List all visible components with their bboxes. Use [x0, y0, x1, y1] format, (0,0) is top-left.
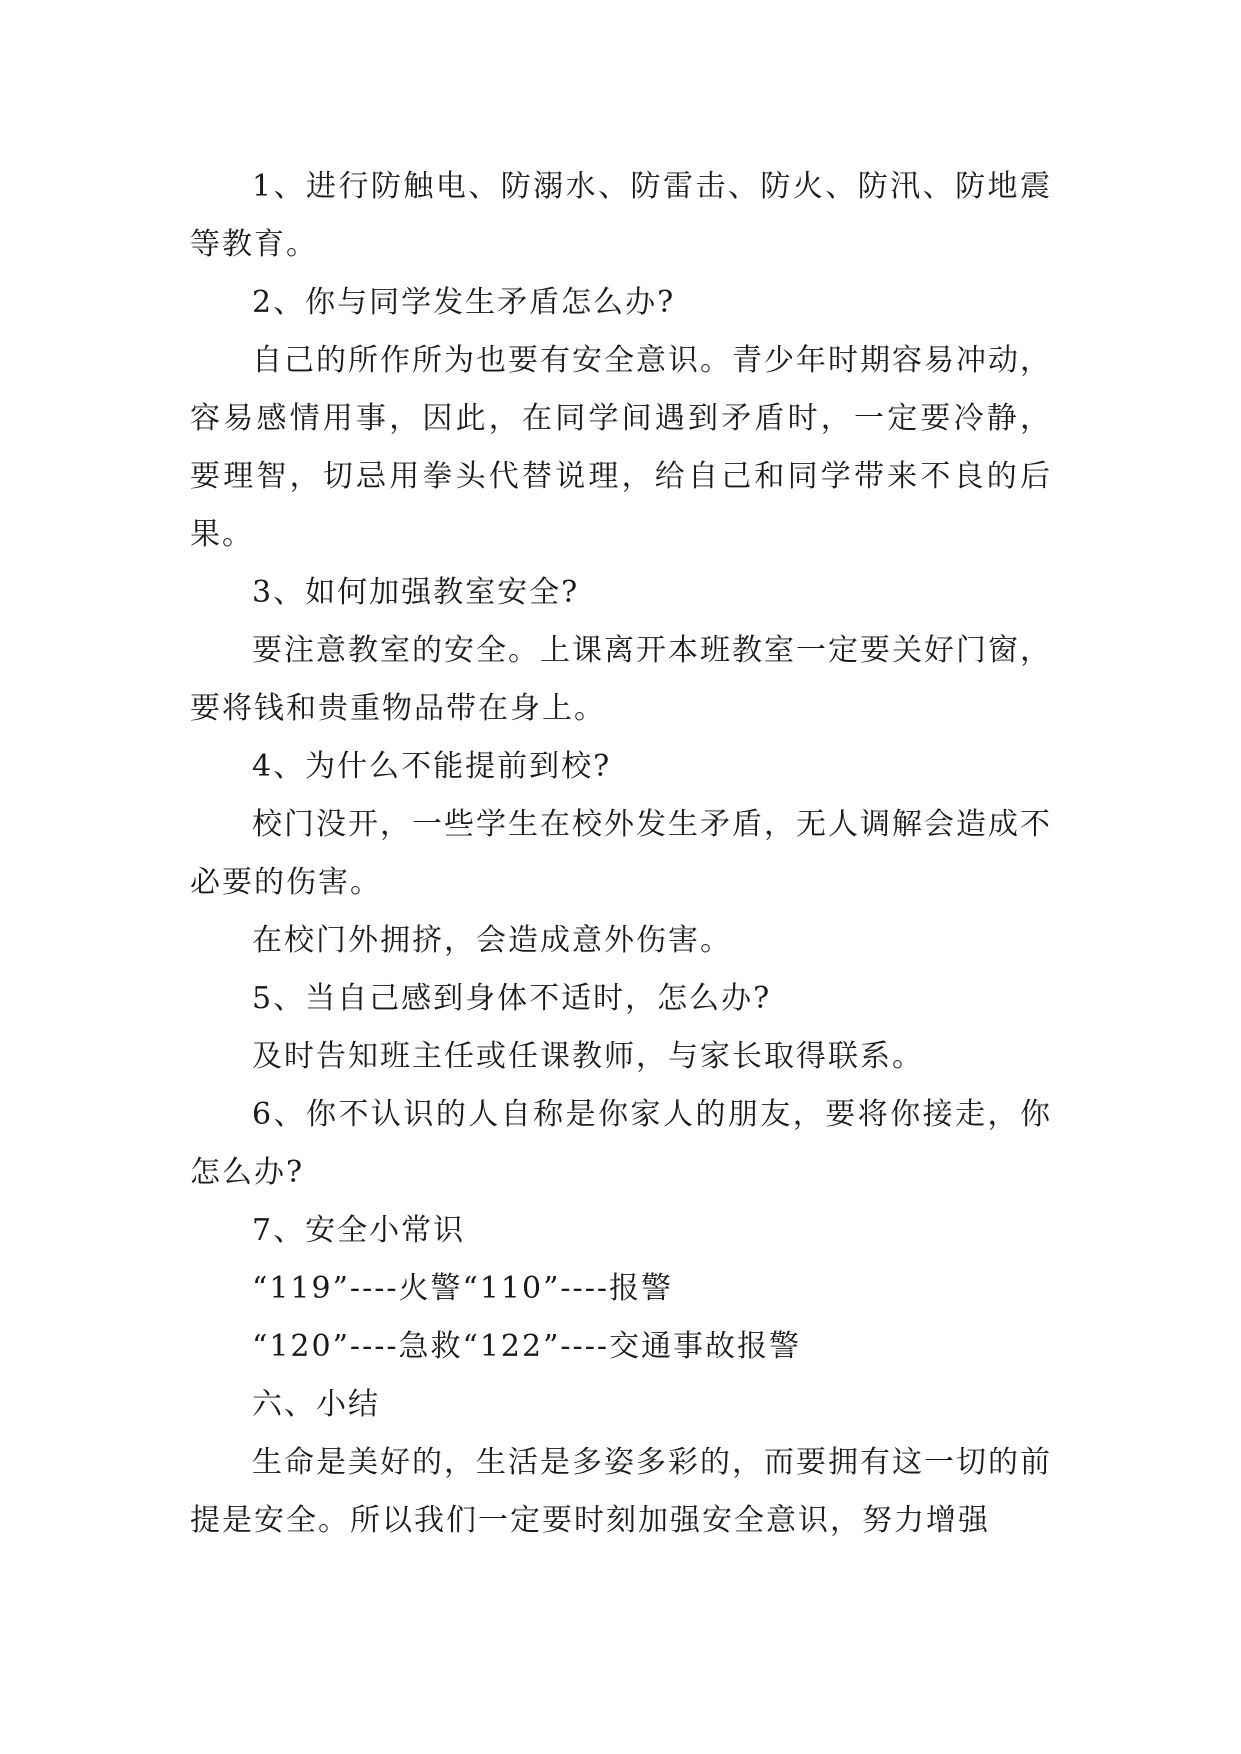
- question-heading-4: 4、为什么不能提前到校?: [252, 749, 612, 784]
- answer-paragraph-2: 自己的所作所为也要有安全意识。青少年时期容易冲动，容易感情用事，因此，在同学间遇到矛盾时，一定要冷静，要理智，切忌用拳头代替说理，给自己和同学带来不良的后果。: [190, 343, 1052, 552]
- emergency-numbers-line-1: “119”----火警“110”----报警: [252, 1271, 673, 1306]
- question-heading-3: 3、如何加强教室安全?: [252, 575, 580, 610]
- answer-paragraph-4b: 在校门外拥挤，会造成意外伤害。: [252, 923, 732, 958]
- question-heading-6: 6、你不认识的人自称是你家人的朋友，要将你接走，你怎么办?: [190, 1097, 1052, 1190]
- answer-paragraph-5: 及时告知班主任或任课教师，与家长取得联系。: [252, 1039, 924, 1074]
- document-page: [190, 158, 1052, 1550]
- answer-paragraph-3: 要注意教室的安全。上课离开本班教室一定要关好门窗，要将钱和贵重物品带在身上。: [190, 633, 1052, 726]
- question-heading-2: 2、你与同学发生矛盾怎么办?: [252, 285, 676, 320]
- paragraph-item-1: 1、进行防触电、防溺水、防雷击、防火、防汛、防地震等教育。: [190, 169, 1052, 262]
- question-heading-5: 5、当自己感到身体不适时，怎么办?: [252, 981, 772, 1016]
- answer-paragraph-4a: 校门没开，一些学生在校外发生矛盾，无人调解会造成不必要的伤害。: [190, 807, 1052, 900]
- emergency-numbers-line-2: “120”----急救“122”----交通事故报警: [252, 1329, 801, 1364]
- summary-heading: 六、小结: [252, 1387, 380, 1422]
- section-heading-7: 7、安全小常识: [252, 1213, 466, 1248]
- summary-paragraph: 生命是美好的，生活是多姿多彩的，而要拥有这一切的前提是安全。所以我们一定要时刻加强安全意识，努力增强: [190, 1445, 1052, 1538]
